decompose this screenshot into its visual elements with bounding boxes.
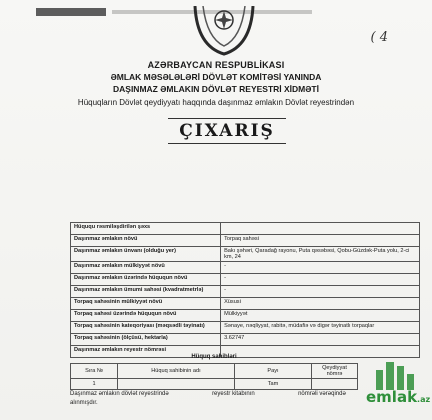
- info-label: Daşınmaz əmlakın üzərində hüququn növü: [71, 274, 221, 286]
- info-label: Torpaq sahəsinin kateqoriyası (məqsədli təyinatı): [71, 322, 221, 334]
- handwritten-note: ( 4: [370, 30, 388, 45]
- owners-header-cell: Payı: [235, 364, 312, 379]
- footer-part: reyestr kitabının: [212, 391, 255, 397]
- info-value: -: [221, 262, 420, 274]
- title-rule: [168, 118, 286, 119]
- state-emblem-icon: [185, 6, 263, 56]
- info-label: Daşınmaz əmlakın ünvanı (olduğu yer): [71, 247, 221, 262]
- info-label: Torpaq sahəsinin (ölçüsü, hektarla): [71, 334, 221, 346]
- watermark-brand: emlak: [366, 388, 418, 406]
- document-title-box: [168, 116, 286, 146]
- country-heading: AZƏRBAYCAN RESPUBLİKASI: [147, 60, 285, 70]
- info-row: [71, 235, 420, 247]
- service-heading: DAŞINMAZ ƏMLAKIN DÖVLƏT REYESTRİ XİDMƏTİ: [113, 84, 319, 94]
- info-row: [71, 223, 420, 235]
- document-subtitle: Hüquqların Dövlət qeydiyyatı haqqında daşınmaz əmlakın Dövlət reyestrindən: [77, 98, 355, 107]
- owners-title: Hüquq sahibləri: [191, 354, 237, 360]
- info-value: Bakı şəhəri, Qaradağ rayonu, Puta qəsəbəsi, Qobu-Güzdək-Puta yolu, 2-ci km, 24: [221, 247, 420, 262]
- owners-cell: 1: [71, 379, 118, 390]
- info-label: Daşınmaz əmlakın reyestr nömrəsi: [71, 346, 221, 358]
- watermark-suffix: .az: [417, 395, 431, 404]
- owners-row: [71, 379, 358, 390]
- scan-mark: [36, 8, 106, 16]
- owners-cell: [312, 379, 358, 390]
- buildings-icon: [372, 358, 418, 390]
- owners-header-cell: Qeydiyyat nömrə: [312, 364, 358, 379]
- info-value: Sənaye, nəqliyyat, rabitə, müdafiə və digər təyinatlı torpaqlar: [221, 322, 420, 334]
- owners-cell: Tam: [235, 379, 312, 390]
- owners-table: [70, 363, 358, 390]
- info-value: -: [221, 274, 420, 286]
- info-row: [71, 247, 420, 262]
- info-row: [71, 298, 420, 310]
- info-value: -: [221, 286, 420, 298]
- info-label: Torpaq sahəsinin mülkiyyət növü: [71, 298, 221, 310]
- info-row: [71, 310, 420, 322]
- property-info-table: [70, 222, 420, 358]
- owners-header-cell: Sıra №: [71, 364, 118, 379]
- document-title: ÇIXARIŞ: [179, 121, 275, 141]
- committee-heading: ƏMLAK MƏSƏLƏLƏRİ DÖVLƏT KOMİTƏSİ YANINDA: [110, 72, 322, 82]
- emlak-watermark: [366, 356, 431, 412]
- info-value: Torpaq sahəsi: [221, 235, 420, 247]
- info-row: [71, 286, 420, 298]
- info-value: 3.62747: [221, 334, 420, 346]
- owners-cell: [118, 379, 235, 390]
- info-row: [71, 322, 420, 334]
- watermark-logo: [366, 388, 431, 406]
- info-row: [71, 334, 420, 346]
- title-rule: [168, 143, 286, 144]
- footer-part: Daşınmaz əmlakın dövlət reyestrində: [70, 391, 169, 397]
- info-value: [221, 223, 420, 235]
- info-value: Mülkiyyət: [221, 310, 420, 322]
- info-label: Daşınmaz əmlakın mülkiyyət növü: [71, 262, 221, 274]
- info-label: Daşınmaz əmlakın ümumi sahəsi (kvadratmetrlə): [71, 286, 221, 298]
- info-label: Torpaq sahəsi üzərində hüququn növü: [71, 310, 221, 322]
- info-row: [71, 262, 420, 274]
- owners-header-cell: Hüquq sahibinin adı: [118, 364, 235, 379]
- info-label: Daşınmaz əmlakın növü: [71, 235, 221, 247]
- info-label: Hüququ rəsmiləşdirilən şəxs: [71, 223, 221, 235]
- footer-part: alınmışdır.: [70, 400, 98, 406]
- footer-part: nömrəli vərəqində: [298, 391, 346, 397]
- owners-header-row: [71, 364, 358, 379]
- footer-text: [70, 390, 370, 408]
- info-value: Xüsusi: [221, 298, 420, 310]
- info-row: [71, 274, 420, 286]
